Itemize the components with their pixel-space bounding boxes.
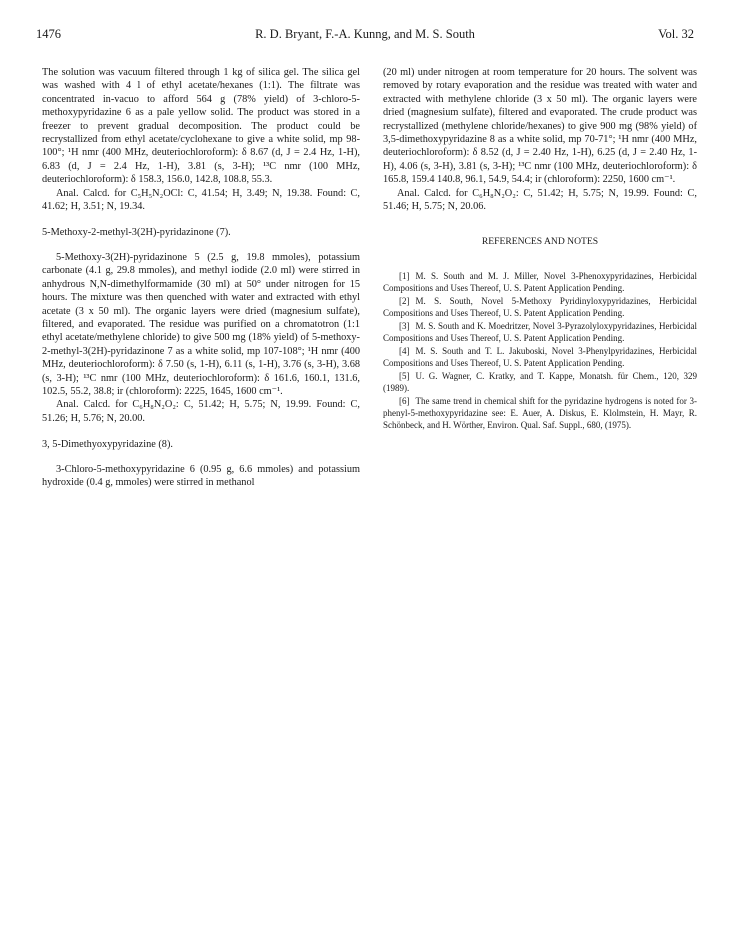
body-paragraph: The solution was vacuum filtered through 1 kg of silica gel. The silica gel was washed with 4 l of ethyl acetate/hexanes (1:1). The filtrate was concentrated in-vacuo to afford 564 g (78% yield) of 3-chloro-5-methoxypyridazine 6 as a pale yellow solid. The product was stored in a freezer to prevent gradual decomposition. The product could be recrystallized from ethyl acetate/cyclohexane to give a white solid, mp 98-100°; ¹H nmr (400 MHz, deuteriochloroform): δ 8.67 (d, J = 2.4 Hz, 1-H), 6.83 (d, J = 2.4 Hz, 1-H), 3.81 (s, 3-H); ¹³C nmr (100 MHz, deuteriochloroform): δ 158.3, 156.0, 142.8, 108.8, 55.3.	[42, 67, 360, 186]
reference-item	[383, 320, 697, 344]
running-authors: R. D. Bryant, F.-A. Kunng, and M. S. South	[255, 27, 475, 41]
reference-number: [3]	[399, 320, 410, 331]
reference-number: [6]	[399, 395, 410, 406]
page-number: 1476	[36, 27, 61, 41]
section-heading: 5-Methoxy-2-methyl-3(2H)-pyridazinone (7).	[42, 227, 231, 239]
reference-item	[383, 295, 697, 319]
reference-text: The same trend in chemical shift for the pyridazine hydrogens is noted for 3-phenyl-5-methoxypyridazine see: E. Auer, A. Diskus, E. Klolmstein, H. Mayr, R. Schönbeck, and H. Wörther, Environ. Qual. Saf. Suppl., 680, (1975).	[383, 395, 697, 430]
reference-text: M. S. South and M. J. Miller, Novel 3-Phenoxypyridazines, Herbicidal Compositions and Uses Thereof, U. S. Patent Application Pending.	[383, 270, 697, 293]
volume-label: Vol. 32	[658, 27, 694, 41]
references-heading: REFERENCES AND NOTES	[481, 236, 599, 248]
reference-number: [2]	[399, 295, 410, 306]
reference-item	[383, 345, 697, 369]
reference-number: [5]	[399, 370, 410, 381]
body-paragraph: 3-Chloro-5-methoxypyridazine 6 (0.95 g, 6.6 mmoles) and potassium hydroxide (0.4 g, mmoles) were stirred in methanol	[42, 463, 360, 488]
reference-item	[383, 270, 697, 294]
body-paragraph: 5-Methoxy-3(2H)-pyridazinone 5 (2.5 g, 19.8 mmoles), potassium carbonate (4.1 g, 29.8 mmoles), and methyl iodide (2.0 ml) were stirred in anhydrous N,N-dimethylformamide (30 ml) at 50° under nitrogen for 15 hours. The mixture was then quenched with water and extracted with ethyl acetate (3 x 50 ml). The organic layers were dried (magnesium sulfate), filtered, and evaporated. The residue was purified on a chromatotron (1:1 ethyl acetate/methylene chloride) to give 500 mg (18% yield) of 5-methoxy-2-methyl-3(2H)-pyridazinone 7 as a white solid, mp 107-108°; ¹H nmr (400 MHz, deuteriochloroform): δ 7.50 (s, 1-H), 6.11 (s, 1-H), 3.76 (s, 3-H), 3.68 (s, 3-H); ¹³C nmr (100 MHz, deuteriochloroform): δ 161.6, 160.1, 131.6, 102.5, 55.2, 38.8; ir (chloroform): 2225, 1645, 1600 cm⁻¹.	[42, 251, 360, 397]
section-heading: 3, 5-Dimethyoxypyridazine (8).	[42, 439, 173, 451]
reference-text: U. G. Wagner, C. Kratky, and T. Kappe, Monatsh. für Chem., 120, 329 (1989).	[383, 370, 697, 393]
left-column	[42, 66, 360, 489]
body-paragraph: (20 ml) under nitrogen at room temperature for 20 hours. The solvent was removed by rotary evaporation and the residue was treated with water and extracted with methylene chloride (3 x 50 ml). The organic layers were dried (magnesium sulfate), filtered and evaporated. The crude product was recrystallized (methylene chloride/hexanes) to give 900 mg (98% yield) of 3,5-dimethoxypyridazine 8 as a white solid, mp 70-71°; ¹H nmr (400 MHz, deuteriochloroform): δ 8.52 (d, J = 2.40 Hz, 1-H), 6.25 (d, J = 2.40 Hz, 1-H), 4.06 (s, 3-H), 3.81 (s, 3-H); ¹³C nmr (100 MHz, deuteriochloroform): δ 165.8, 159.4 140.8, 96.1, 54.9, 54.4; ir (chloroform): 2250, 1600 cm⁻¹.	[383, 67, 697, 186]
reference-number: [4]	[399, 345, 410, 356]
reference-list	[383, 270, 697, 431]
reference-number: [1]	[399, 270, 410, 281]
analysis-paragraph: Anal. Calcd. for C₅H₅N₂OCl: C, 41.54; H, 3.49; N, 19.38. Found: C, 41.62; H, 3.51; N, 19.34.	[42, 187, 360, 213]
reference-item	[383, 370, 697, 394]
analysis-paragraph: Anal. Calcd. for C₆H₈N₂O₂: C, 51.42; H, 5.75; N, 19.99. Found: C, 51.46; H, 5.75; N, 20.06.	[383, 187, 697, 213]
reference-text: M. S. South and T. L. Jakuboski, Novel 3-Phenylpyridazines, Herbicidal Compositions and Uses Thereof, U. S. Patent Application Pending.	[383, 345, 697, 368]
reference-item	[383, 395, 697, 431]
running-header	[36, 27, 694, 47]
analysis-paragraph: Anal. Calcd. for C₆H₈N₂O₂: C, 51.42; H, 5.75; N, 19.99. Found: C, 51.26; H, 5.76; N, 20.00.	[42, 399, 360, 424]
reference-text: M. S. South and K. Moedritzer, Novel 3-Pyrazolyloxypyridazines, Herbicidal Compositions and Uses Thereof, U. S. Patent Application Pending.	[383, 320, 697, 343]
right-column	[383, 66, 697, 432]
reference-text: M. S. South, Novel 5-Methoxy Pyridinyloxypyridazines, Herbicidal Compositions and Uses Thereof, U. S. Patent Application Pending.	[383, 295, 697, 318]
